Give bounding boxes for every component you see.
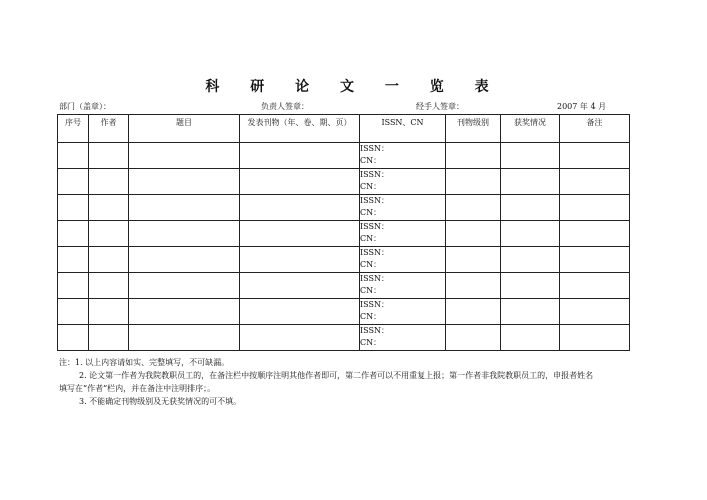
- journal-cell[interactable]: [240, 247, 360, 273]
- journal-level-cell[interactable]: [446, 273, 501, 299]
- column-header-remarks: 备注: [560, 115, 630, 143]
- author-cell[interactable]: [89, 169, 129, 195]
- cn-label: CN：: [360, 182, 382, 191]
- index-cell[interactable]: [58, 273, 89, 299]
- cn-label: CN：: [360, 338, 382, 347]
- issn-cn-cell[interactable]: [360, 325, 446, 351]
- issn-cn-cell[interactable]: [360, 195, 446, 221]
- remarks-cell[interactable]: [560, 221, 630, 247]
- journal-level-cell[interactable]: [446, 325, 501, 351]
- column-header-journal: 发表刊物（年、卷、期、页）: [240, 115, 360, 143]
- awards-cell[interactable]: [501, 169, 560, 195]
- journal-level-cell[interactable]: [446, 169, 501, 195]
- table-row: [58, 169, 630, 195]
- column-header-issn-cn: ISSN、CN: [360, 115, 446, 143]
- index-cell[interactable]: [58, 247, 89, 273]
- table-header-row: [58, 115, 630, 143]
- form-meta: [57, 101, 629, 115]
- awards-cell[interactable]: [501, 247, 560, 273]
- remarks-cell[interactable]: [560, 299, 630, 325]
- department-label: 部门（盖章）：: [59, 102, 111, 111]
- author-cell[interactable]: [89, 221, 129, 247]
- issn-cn-cell[interactable]: [360, 273, 446, 299]
- column-header-title: 题目: [129, 115, 240, 143]
- issn-label: ISSN：: [360, 248, 389, 257]
- title-cell[interactable]: [129, 195, 240, 221]
- remarks-cell[interactable]: [560, 273, 630, 299]
- issn-label: ISSN：: [360, 300, 389, 309]
- index-cell[interactable]: [58, 195, 89, 221]
- issn-cn-cell[interactable]: [360, 143, 446, 169]
- note-3: 3. 不能确定刊物级别及无获奖情况的可不填。: [79, 397, 242, 406]
- remarks-cell[interactable]: [560, 143, 630, 169]
- table-row: [58, 221, 630, 247]
- author-cell[interactable]: [89, 273, 129, 299]
- author-cell[interactable]: [89, 299, 129, 325]
- head-signature-label: 负责人签章：: [261, 102, 309, 111]
- author-cell[interactable]: [89, 195, 129, 221]
- journal-level-cell[interactable]: [446, 299, 501, 325]
- awards-cell[interactable]: [501, 299, 560, 325]
- index-cell[interactable]: [58, 221, 89, 247]
- journal-cell[interactable]: [240, 325, 360, 351]
- awards-cell[interactable]: [501, 221, 560, 247]
- index-cell[interactable]: [58, 143, 89, 169]
- journal-cell[interactable]: [240, 273, 360, 299]
- issn-label: ISSN：: [360, 222, 389, 231]
- title-cell[interactable]: [129, 169, 240, 195]
- table-row: [58, 247, 630, 273]
- note-1: 注：1. 以上内容请如实、完整填写，不可缺漏。: [59, 358, 230, 367]
- author-cell[interactable]: [89, 325, 129, 351]
- issn-label: ISSN：: [360, 326, 389, 335]
- remarks-cell[interactable]: [560, 325, 630, 351]
- papers-table: [57, 114, 630, 351]
- cn-label: CN：: [360, 208, 382, 217]
- column-header-awards: 获奖情况: [501, 115, 560, 143]
- journal-cell[interactable]: [240, 299, 360, 325]
- journal-level-cell[interactable]: [446, 195, 501, 221]
- issn-label: ISSN：: [360, 274, 389, 283]
- issn-label: ISSN：: [360, 170, 389, 179]
- table-row: [58, 143, 630, 169]
- cn-label: CN：: [360, 156, 382, 165]
- issn-cn-cell[interactable]: [360, 169, 446, 195]
- journal-level-cell[interactable]: [446, 247, 501, 273]
- issn-label: ISSN：: [360, 196, 389, 205]
- title-cell[interactable]: [129, 325, 240, 351]
- agent-signature-label: 经手人签章：: [416, 102, 464, 111]
- note-2: 2. 论文第一作者为我院教职员工的，在备注栏中按顺序注明其他作者即可，第二作者可以不用重复上报；第一作者非我院教职员工的，申报者姓名: [79, 371, 594, 380]
- index-cell[interactable]: [58, 299, 89, 325]
- title-cell[interactable]: [129, 221, 240, 247]
- journal-cell[interactable]: [240, 221, 360, 247]
- author-cell[interactable]: [89, 247, 129, 273]
- table-body: [58, 143, 630, 351]
- remarks-cell[interactable]: [560, 195, 630, 221]
- journal-cell[interactable]: [240, 143, 360, 169]
- remarks-cell[interactable]: [560, 169, 630, 195]
- column-header-index: 序号: [58, 115, 89, 143]
- cn-label: CN：: [360, 260, 382, 269]
- title-cell[interactable]: [129, 247, 240, 273]
- index-cell[interactable]: [58, 325, 89, 351]
- remarks-cell[interactable]: [560, 247, 630, 273]
- column-header-author: 作者: [89, 115, 129, 143]
- journal-level-cell[interactable]: [446, 221, 501, 247]
- table-row: [58, 273, 630, 299]
- column-header-journal-level: 刊物级别: [446, 115, 501, 143]
- title-cell[interactable]: [129, 143, 240, 169]
- journal-level-cell[interactable]: [446, 143, 501, 169]
- awards-cell[interactable]: [501, 325, 560, 351]
- awards-cell[interactable]: [501, 273, 560, 299]
- date-label: 2007 年 4 月: [557, 102, 607, 111]
- issn-cn-cell[interactable]: [360, 247, 446, 273]
- cn-label: CN：: [360, 312, 382, 321]
- table-row: [58, 195, 630, 221]
- issn-label: ISSN：: [360, 144, 389, 153]
- table-row: [58, 299, 630, 325]
- index-cell[interactable]: [58, 169, 89, 195]
- notes-section: [59, 356, 649, 408]
- cn-label: CN：: [360, 286, 382, 295]
- title-cell[interactable]: [129, 299, 240, 325]
- cn-label: CN：: [360, 234, 382, 243]
- author-cell[interactable]: [89, 143, 129, 169]
- title-cell[interactable]: [129, 273, 240, 299]
- page-title: 科 研 论 文 一 览 表: [205, 79, 502, 95]
- awards-cell[interactable]: [501, 195, 560, 221]
- journal-cell[interactable]: [240, 195, 360, 221]
- note-2-continued: 填写在“作者”栏内，并在备注中注明排序；。: [59, 384, 216, 393]
- issn-cn-cell[interactable]: [360, 299, 446, 325]
- table-row: [58, 325, 630, 351]
- issn-cn-cell[interactable]: [360, 221, 446, 247]
- journal-cell[interactable]: [240, 169, 360, 195]
- awards-cell[interactable]: [501, 143, 560, 169]
